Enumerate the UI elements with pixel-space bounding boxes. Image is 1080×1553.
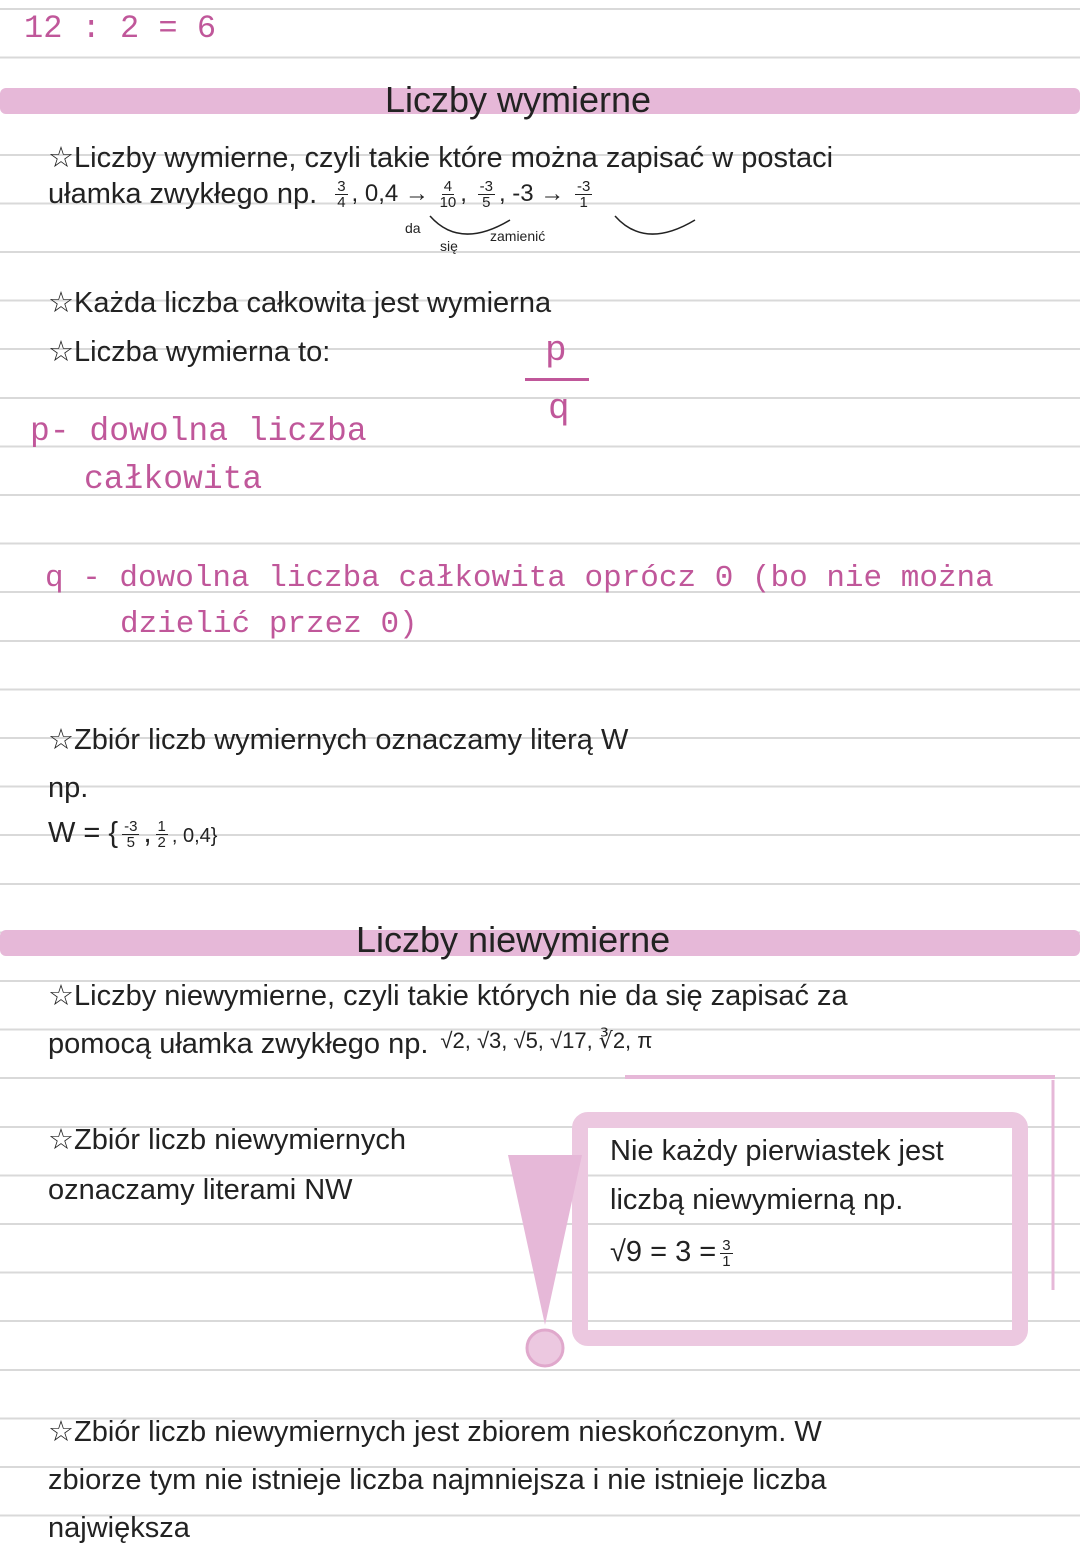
fraction-bar <box>525 378 589 381</box>
paragraph: ☆Liczby wymierne, czyli takie które można zapisać w postaci <box>48 142 834 174</box>
box-text: liczbą niewymierną np. <box>610 1184 904 1216</box>
q-definition: q - dowolna liczba całkowita oprócz 0 (bo nie można <box>45 561 994 596</box>
paragraph: ☆Liczba wymierna to: <box>48 336 331 368</box>
set-example: W = { $\frac{-3}{5}$ , $\frac{1}{2}$ , 0,4} <box>48 817 218 851</box>
fraction-denominator: q <box>548 388 570 429</box>
paragraph: ☆Liczby niewymierne, czyli takie których nie da się zapisać za <box>48 980 848 1012</box>
note: da <box>405 220 421 236</box>
fraction-numerator: p <box>545 330 567 371</box>
paragraph-with-examples <box>48 1026 652 1062</box>
top-calculation: 12 : 2 = 6 <box>24 10 217 47</box>
note: się <box>440 238 458 254</box>
arrow-annotations <box>420 210 760 250</box>
paragraph: oznaczamy literami NW <box>48 1174 353 1206</box>
paragraph: ☆Zbiór liczb wymiernych oznaczamy literą W <box>48 724 629 756</box>
p-definition: p- dowolna liczba <box>30 413 367 450</box>
np-label: np. <box>48 772 89 804</box>
paragraph: ☆Zbiór liczb niewymiernych <box>48 1124 406 1156</box>
paragraph: zbiorze tym nie istnieje liczba najmniejsza i nie istnieje liczba <box>48 1464 827 1496</box>
box-text: Nie każdy pierwiastek jest <box>610 1135 944 1167</box>
rational-examples: $\frac{3}{4}$ , 0,4 → $\frac{4}{10}$ , $\frac{-3}{5}$ , -3 → $\frac{-3}{1}$ <box>337 178 591 212</box>
section-title-rational: Liczby wymierne <box>385 79 652 120</box>
paragraph-with-examples <box>48 176 596 212</box>
paragraph: największa <box>48 1512 190 1544</box>
paragraph: ☆Zbiór liczb niewymiernych jest zbiorem nieskończonym. W <box>48 1416 822 1448</box>
paragraph: ułamka zwykłego np. <box>48 178 318 210</box>
section-title-irrational: Liczby niewymierne <box>356 919 671 960</box>
p-definition: całkowita <box>84 461 263 498</box>
note: zamienić <box>490 228 546 244</box>
irrational-examples: √2, √3, √5, √17, ∛2, π <box>440 1028 653 1053</box>
exclamation-frame-decoration <box>500 1070 1065 1370</box>
q-definition: dzielić przez 0) <box>120 607 418 642</box>
paragraph: ☆Każda liczba całkowita jest wymierna <box>48 287 552 319</box>
paragraph: pomocą ułamka zwykłego np. <box>48 1028 429 1060</box>
box-equation: √9 = 3 = $\frac{3}{1}$ <box>610 1236 731 1270</box>
